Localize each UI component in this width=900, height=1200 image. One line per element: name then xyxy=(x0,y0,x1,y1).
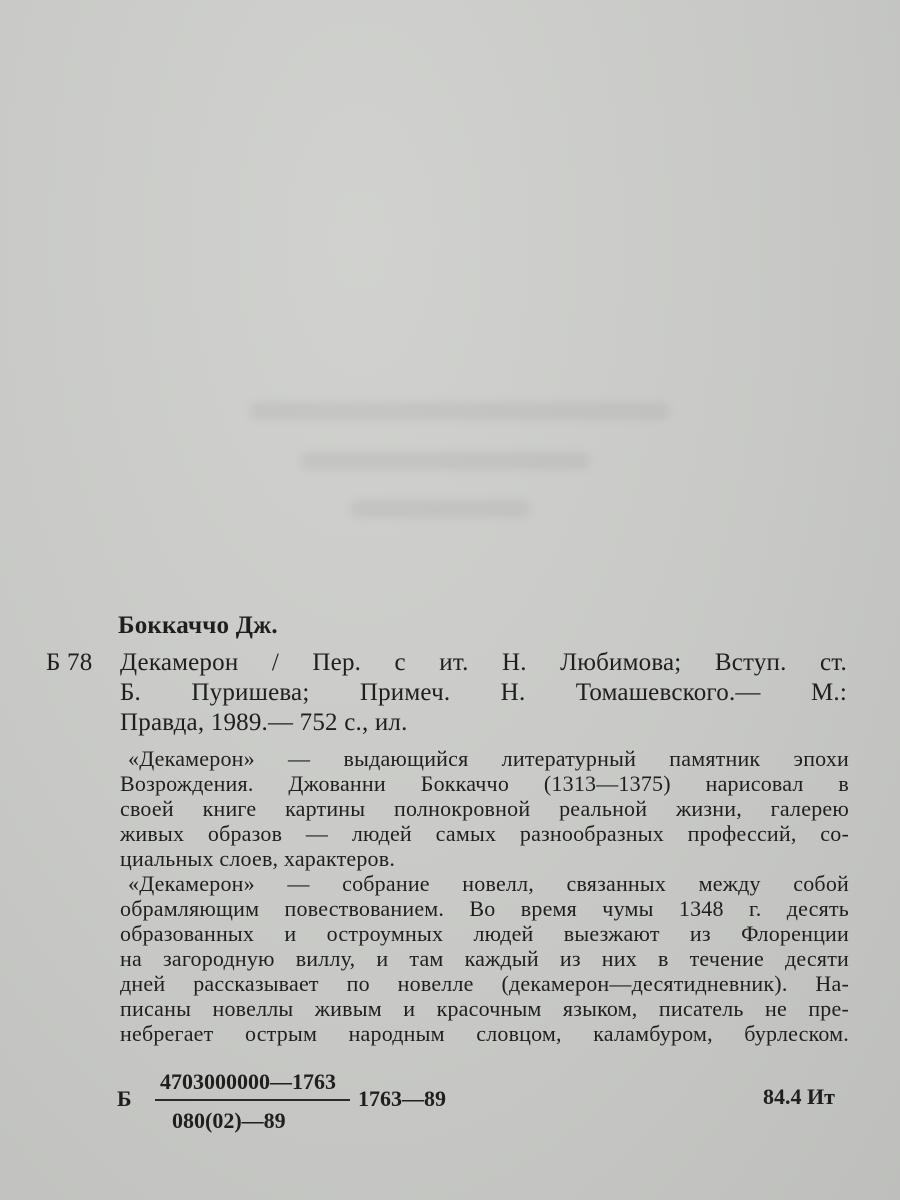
bib-line: Б. Пуришева; Примеч. Н. Томашевского.— М.: xyxy=(120,679,847,706)
order-number: 1763—89 xyxy=(358,1086,446,1111)
description-line: писаны новеллы живым и красочным языком, писатель не пре- xyxy=(120,996,849,1021)
bib-line: Декамерон / Пер. с ит. Н. Любимова; Вступ. ст. xyxy=(120,649,847,676)
description-line: на загородную виллу, и там каждый из них в течение десяти xyxy=(120,946,849,971)
description-line: дней рассказывает по новелле (декамерон—десятидневник). На- xyxy=(120,971,849,996)
bib-line: Правда, 1989.— 752 с., ил. xyxy=(120,709,408,736)
description-line: живых образов — людей самых разнообразных профессий, со- xyxy=(120,821,849,846)
isbn-denominator: 080(02)—89 xyxy=(172,1108,286,1133)
description-line: образованных и остроумных людей выезжают из Флоренции xyxy=(120,921,849,946)
description-line: «Декамерон» — выдающийся литературный памятник эпохи xyxy=(128,746,849,771)
bleed-through-text xyxy=(350,500,530,518)
footer-letter: Б xyxy=(117,1086,132,1111)
description-line: обрамляющим повествованием. Во время чумы 1348 г. десять xyxy=(120,896,849,921)
description-line: небрегает острым народным словцом, каламбуром, бурлеском. xyxy=(120,1021,849,1046)
description-line: «Декамерон» — собрание новелл, связанных между собой xyxy=(128,871,849,896)
bleed-through-text xyxy=(300,452,590,470)
catalog-code: Б 78 xyxy=(46,649,93,676)
description-line: циальных слоев, характеров. xyxy=(120,846,396,871)
isbn-numerator: 4703000000—1763 xyxy=(160,1069,336,1094)
description-line: Возрождения. Джованни Боккаччо (1313—1375) нарисовал в xyxy=(120,771,849,796)
fraction-rule xyxy=(155,1099,350,1101)
author-heading: Боккаччо Дж. xyxy=(118,612,278,639)
bleed-through-text xyxy=(250,402,670,420)
classification-code: 84.4 Ит xyxy=(763,1084,835,1109)
description-line: своей книге картины полнокровной реальной жизни, галерею xyxy=(120,796,849,821)
